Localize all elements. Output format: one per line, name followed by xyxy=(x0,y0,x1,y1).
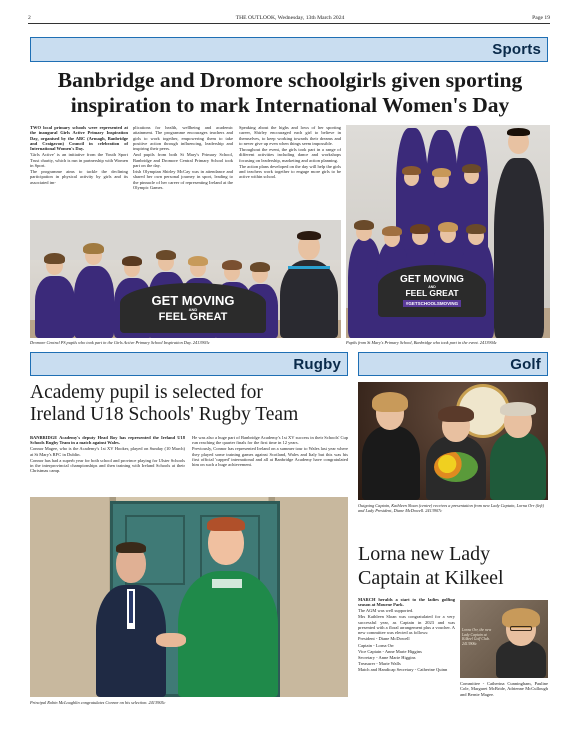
banner-text-and: AND xyxy=(188,306,198,312)
photo-golf-presentation xyxy=(358,382,548,500)
rugby-headline-line1: Academy pupil is selected for xyxy=(30,382,263,403)
golf-paragraph: Match and Handicap Secretary - Catherine Quinn xyxy=(358,666,448,672)
lead-paragraph: TWO local primary schools were represented at the inaugural Girls Active Primary Inspiration Day, organised by the ABC (Armagh, Banbridge and Craigavon) Council in celebration of International Women's Day. xyxy=(30,125,128,152)
section-title-rugby: Rugby xyxy=(293,355,341,373)
golf-paragraph: Vice Captain - Anne Marie Higgins xyxy=(358,648,422,654)
section-bar-rugby xyxy=(30,352,348,376)
banner-text-and: AND xyxy=(428,285,436,289)
golf-headline-line2: Captain at Kilkeel xyxy=(358,567,504,589)
lead-headline xyxy=(28,68,552,118)
rugby-headline-line2: Ireland U18 Schools' Rugby Team xyxy=(30,404,299,425)
rugby-headline xyxy=(30,382,348,426)
section-bar-golf xyxy=(358,352,548,376)
page-dateline: THE OUTLOOK, Wednesday, 13th March 2024 xyxy=(235,15,345,21)
caption-golf-presentation: Outgoing Captain, Kathleen Sloan (centre) receives a presentation from new Lady Captain, Lorna Orr (left) and Lady President, Diane McDowell. 2413907c xyxy=(358,503,545,513)
caption-lorna-orr: Lorna Orr, the new Lady Captain at Kilkeel Golf Club. 2413906c xyxy=(462,628,492,646)
page-number: Page 19 xyxy=(532,15,550,21)
rugby-column-2 xyxy=(192,435,348,468)
rugby-paragraph: Connor has had a superb year for both school and province playing for Ulster Schools in the interprovincial championships and then training with Ireland Schools at their Christmas camp. xyxy=(30,457,185,474)
lead-paragraph: Throughout the event, the girls took part in a range of different activities including dance and workshops focusing on leadership, marketing and action planning. xyxy=(239,146,341,163)
lead-column-3 xyxy=(239,125,341,180)
banner-text-feel-great: FEEL GREAT xyxy=(405,288,459,298)
golf-paragraph: Mrs Kathleen Sloan was congratulated for a very successful year, as Captain in 2023 and was presented with a floral arrangement plus a voucher. A new committee was elected as follows: xyxy=(358,614,455,636)
photo-rugby-selection xyxy=(30,497,348,697)
golf-committee: Committee - Catherina Cunningham, Pauline Cole, Margaret McBride, Adrienne McCullough and Bernie Magee. xyxy=(460,681,548,697)
caption-dromore: Dromore Central PS pupils who took part in the Girls Active Primary School Inspiration Day. 2413903c xyxy=(30,340,210,345)
rugby-paragraph: Connor Magee, who is the Academy's 1st XV Hooker, played on Sunday (10 March) at St Mary's RFC in Dublin. xyxy=(30,446,185,457)
lead-paragraph: And pupils from both St Mary's Primary School, Banbridge and Dromore Central Primary School took part on the day. xyxy=(133,152,233,168)
golf-paragraph: The AGM was well supported. xyxy=(358,608,414,614)
lead-paragraph: plications for health, wellbeing and academic attainment. The programme encourages teachers and girls to work together, empowering them to take positive action through influencing, leadership and inspiring their peers. xyxy=(133,125,233,152)
lead-headline-line2: inspiration to mark International Women's Day xyxy=(70,93,510,117)
caption-rugby: Principal Robin McLoughlin congratulates Connor on his selection. 2413905c xyxy=(30,700,166,705)
lead-paragraph: The action plans developed on the day will help the girls and teachers work together to engage more girls to be active within school. xyxy=(239,163,341,180)
golf-headline-line1: Lorna new Lady xyxy=(358,543,491,565)
lead-column-2 xyxy=(133,125,233,191)
photo-dromore-pupils xyxy=(30,220,341,338)
golf-paragraph: Captain - Lorna Orr xyxy=(358,642,394,648)
rugby-paragraph: He was also a huge part of Banbridge Academy's 1st XV success in their Schools' Cup run reaching the quarter finals for the first time in 12 years. xyxy=(192,435,348,446)
golf-paragraph: Secretary - Anne Marie Higgins xyxy=(358,654,416,660)
golf-paragraph: Treasurer - Marie Walls xyxy=(358,660,401,666)
lead-headline-line1: Banbridge and Dromore schoolgirls given sporting xyxy=(57,68,523,92)
banner-text-feel-great: FEEL GREAT xyxy=(158,310,228,323)
golf-paragraph: MARCH heralds a start to the ladies golfing season at Mourne Park. xyxy=(358,597,455,608)
section-title-sports: Sports xyxy=(492,41,541,58)
golf-headline xyxy=(358,542,548,590)
lead-column-1 xyxy=(30,125,128,186)
golf-paragraph: President - Diane McDowell xyxy=(358,636,410,642)
lead-paragraph: 'Girls Active' is an initiative from the Youth Sport Trust charity, which is run in partnership with Women in Sport. xyxy=(30,152,128,168)
caption-st-marys: Pupils from St Mary's Primary School, Banbridge who took part in the event. 2413904c xyxy=(346,340,497,345)
rugby-column-1 xyxy=(30,435,185,474)
photo-st-marys-pupils xyxy=(346,125,550,338)
banner-text-get-moving: GET MOVING xyxy=(400,274,464,285)
banner-text-get-moving: GET MOVING xyxy=(151,292,235,308)
banner-hashtag: #GETSCHOOLSMOVING xyxy=(403,300,461,307)
lead-paragraph: Irish Olympian Shirley McCay was in attendance and shared her own personal journey in sport, leading to the pinnacle of her career of representing Ireland at the Olympic Games. xyxy=(133,168,233,190)
section-bar-sports xyxy=(30,37,548,62)
photo-lorna-orr xyxy=(460,600,548,678)
lead-paragraph: The programme aims to tackle the declining participation in physical activity by girls and its associated im- xyxy=(30,168,128,185)
lead-paragraph: Speaking about the highs and lows of her sporting career, Shirley encouraged each girl to believe in themselves, to keep working towards their dreams and to never give up even when things seem impossible. xyxy=(239,125,341,146)
rugby-paragraph: BANBRIDGE Academy's deputy Head Boy has represented the Ireland U18 Schools Rugby Team in a match against Wales. xyxy=(30,435,185,446)
page-folio-left: 2 xyxy=(28,15,31,21)
header-rule xyxy=(28,23,550,24)
golf-body xyxy=(358,597,455,673)
section-title-golf: Golf xyxy=(510,355,541,373)
rugby-paragraph: Previously, Connor has represented Ireland on a summer tour to Wales last year where they played some training games against Scotland, Wales and Italy but this was his first official 'capped' international and all at Banbridge Academy have congratulated him on such a huge achievement. xyxy=(192,446,348,468)
